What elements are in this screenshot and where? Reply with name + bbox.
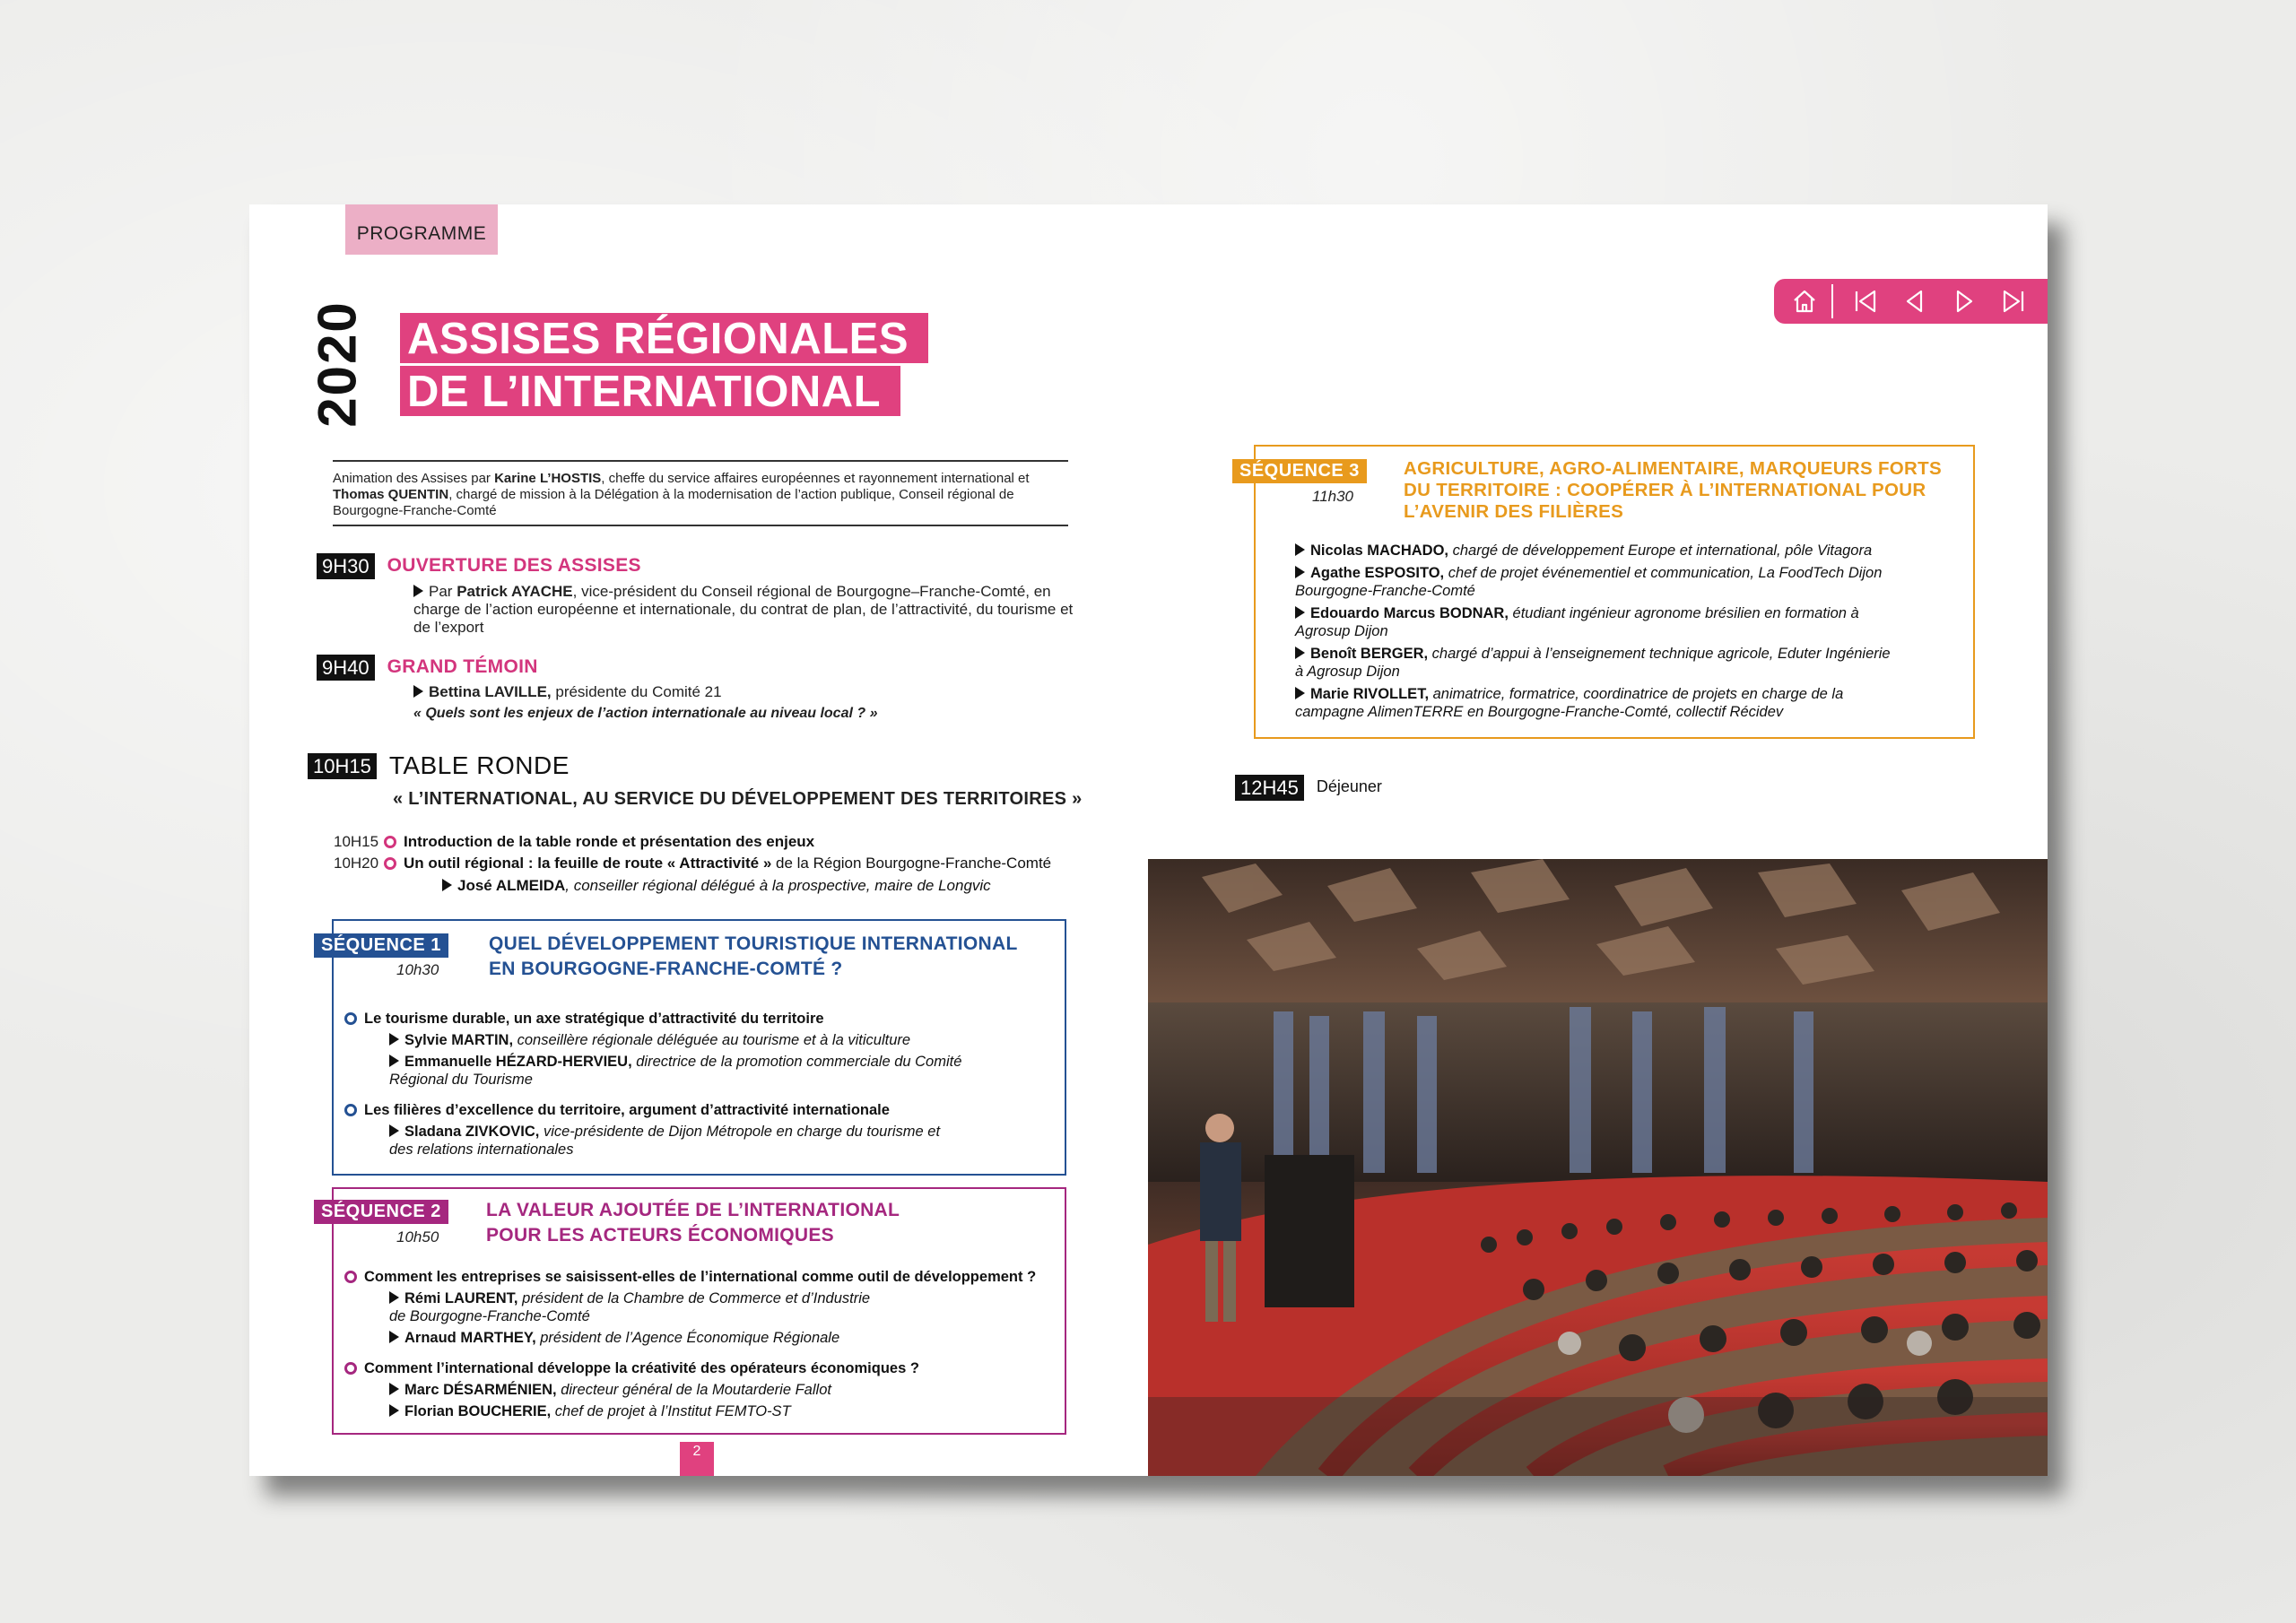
agenda-speaker: José ALMEIDA, conseiller régional délégué à la prospective, maire de Longvic <box>442 876 991 896</box>
arrow-icon <box>1295 687 1305 699</box>
sequence-1-title: QUEL DÉVELOPPEMENT TOURISTIQUE INTERNATIONAL EN BOURGOGNE-FRANCHE-COMTÉ ? <box>489 933 1018 979</box>
lunch-label: Déjeuner <box>1316 777 1382 795</box>
opening-detail: Par Patrick AYACHE, vice-président du Conseil régional de Bourgogne–Franche-Comté, en charge de l’action européenne et internationale, du contrat de plan, de l’attractivité, du tourisme et de l’export <box>413 583 1074 636</box>
year-label: 2020 <box>307 300 368 428</box>
slot-witness <box>317 655 538 681</box>
time-box: 9H30 <box>317 553 375 579</box>
bullet-ring-icon <box>344 1362 357 1375</box>
arrow-icon <box>389 1291 399 1304</box>
first-page-icon[interactable] <box>1839 279 1892 324</box>
bullet-ring-icon <box>344 1104 357 1116</box>
title-line-1: ASSISES RÉGIONALES <box>400 313 928 363</box>
agenda-item: 10H15 Introduction de la table ronde et présentation des enjeux <box>334 833 815 850</box>
table-ronde-title: TABLE RONDE <box>388 751 570 779</box>
assembly-hall-photo <box>1148 859 2048 1476</box>
arrow-icon <box>442 879 452 891</box>
slot-lunch <box>1235 775 1382 801</box>
next-page-icon[interactable] <box>1937 279 1991 324</box>
page-navigation <box>1774 279 2048 324</box>
bullet-ring-icon <box>384 857 396 870</box>
arrow-icon <box>413 585 423 597</box>
arrow-icon <box>1295 543 1305 556</box>
arrow-icon <box>389 1055 399 1067</box>
slot-title: GRAND TÉMOIN <box>387 656 538 677</box>
brochure-spread <box>249 204 2048 1476</box>
witness-detail: Bettina LAVILLE, présidente du Comité 21 <box>413 683 1077 701</box>
slot-title: OUVERTURE DES ASSISES <box>387 555 641 576</box>
sequence-2-title: LA VALEUR AJOUTÉE DE L’INTERNATIONAL POUR LES ACTEURS ÉCONOMIQUES <box>486 1200 900 1245</box>
intro-text: Animation des Assises par Karine L’HOSTIS, cheffe du service affaires européennes et rayonnement international et Thomas QUENTIN, chargé de mission à la Délégation à la modernisation de l’action publique, Conseil régional de Bourgogne-Franche-Comté <box>333 460 1068 526</box>
programme-tag: PROGRAMME <box>345 204 498 255</box>
arrow-icon <box>389 1383 399 1395</box>
arrow-icon <box>389 1331 399 1343</box>
arrow-icon <box>1295 566 1305 578</box>
title-line-2: DE L’INTERNATIONAL <box>400 366 900 416</box>
previous-page-icon[interactable] <box>1888 279 1942 324</box>
last-page-icon[interactable] <box>1987 279 2040 324</box>
slot-opening <box>317 553 641 579</box>
sequence-3-tag: SÉQUENCE 3 <box>1232 459 1367 483</box>
sequence-1-body: Le tourisme durable, un axe stratégique d’attractivité du territoire Sylvie MARTIN, conseillère régionale déléguée au tourisme et à la viticulture Emmanuelle HÉZARD-HERVIEU, directrice de la promotion commerciale du Comité Régional du Tourisme Les filières d’excellence du territoire, argument d’attractivité internationale Sladana ZIVKOVIC, vice-présidente de Dijon Métropole en charge du tourisme et des relations internationales <box>344 1010 1062 1159</box>
sequence-2-tag: SÉQUENCE 2 <box>314 1200 448 1224</box>
arrow-icon <box>413 685 423 698</box>
bullet-ring-icon <box>344 1271 357 1283</box>
agenda-item: 10H20 Un outil régional : la feuille de route « Attractivité » de la Région Bourgogne-Franche-Comté <box>334 855 1052 872</box>
page-number: 2 <box>680 1442 714 1476</box>
sequence-3-title: AGRICULTURE, AGRO-ALIMENTAIRE, MARQUEURS FORTS DU TERRITOIRE : COOPÉRER À L’INTERNATIONAL POUR L’AVENIR DES FILIÈRES <box>1404 458 1942 522</box>
bullet-ring-icon <box>344 1012 357 1025</box>
nav-divider <box>1831 284 1833 318</box>
arrow-icon <box>389 1033 399 1046</box>
bullet-ring-icon <box>384 836 396 848</box>
sequence-3-body: Nicolas MACHADO, chargé de développement Europe et international, pôle Vitagora Agathe ESPOSITO, chef de projet événementiel et communication, La FoodTech Dijon Bourgogne-Franche-Comté Edouardo Marcus BODNAR, étudiant ingénieur agronome brésilien en formation à Agrosup Dijon Benoît BERGER, chargé d’appui à l’enseignement technique agricole, Eduter Ingénierie à Agrosup Dijon Marie RIVOLLET, animatrice, formatrice, coordinatrice de projets en charge de la campagne AlimenTERRE en Bourgogne-Franche-Comté, collectif Récidev <box>1295 542 1891 720</box>
witness-quote: « Quels sont les enjeux de l’action internationale au niveau local ? » <box>413 706 878 721</box>
table-ronde-subtitle: « L’INTERNATIONAL, AU SERVICE DU DÉVELOPPEMENT DES TERRITOIRES » <box>393 789 1083 809</box>
arrow-icon <box>389 1404 399 1417</box>
arrow-icon <box>389 1124 399 1137</box>
right-page <box>1148 204 2048 1476</box>
sequence-1-tag: SÉQUENCE 1 <box>314 933 448 958</box>
left-page <box>249 204 1148 1476</box>
sequence-2-body: Comment les entreprises se saisissent-elles de l’international comme outil de développement ? Rémi LAURENT, président de la Chambre de Commerce et d’Industrie de Bourgogne-Franche-Comté Arnaud MARTHEY, président de l’Agence Économique Régionale Comment l’international développe la créativité des opérateurs économiques ? Marc DÉSARMÉNIEN, directeur général de la Moutarderie Fallot Florian BOUCHERIE, chef de projet à l’Institut FEMTO-ST <box>344 1268 1071 1420</box>
sequence-1-time: 10h30 <box>396 961 439 978</box>
sequence-2-time: 10h50 <box>396 1228 439 1245</box>
arrow-icon <box>1295 647 1305 659</box>
home-icon[interactable] <box>1778 279 1831 324</box>
time-box: 9H40 <box>317 655 375 681</box>
time-box: 12H45 <box>1235 775 1304 801</box>
time-box: 10H15 <box>308 753 377 779</box>
slot-table-ronde <box>308 753 570 779</box>
sequence-3-time: 11h30 <box>1312 488 1354 505</box>
arrow-icon <box>1295 606 1305 619</box>
